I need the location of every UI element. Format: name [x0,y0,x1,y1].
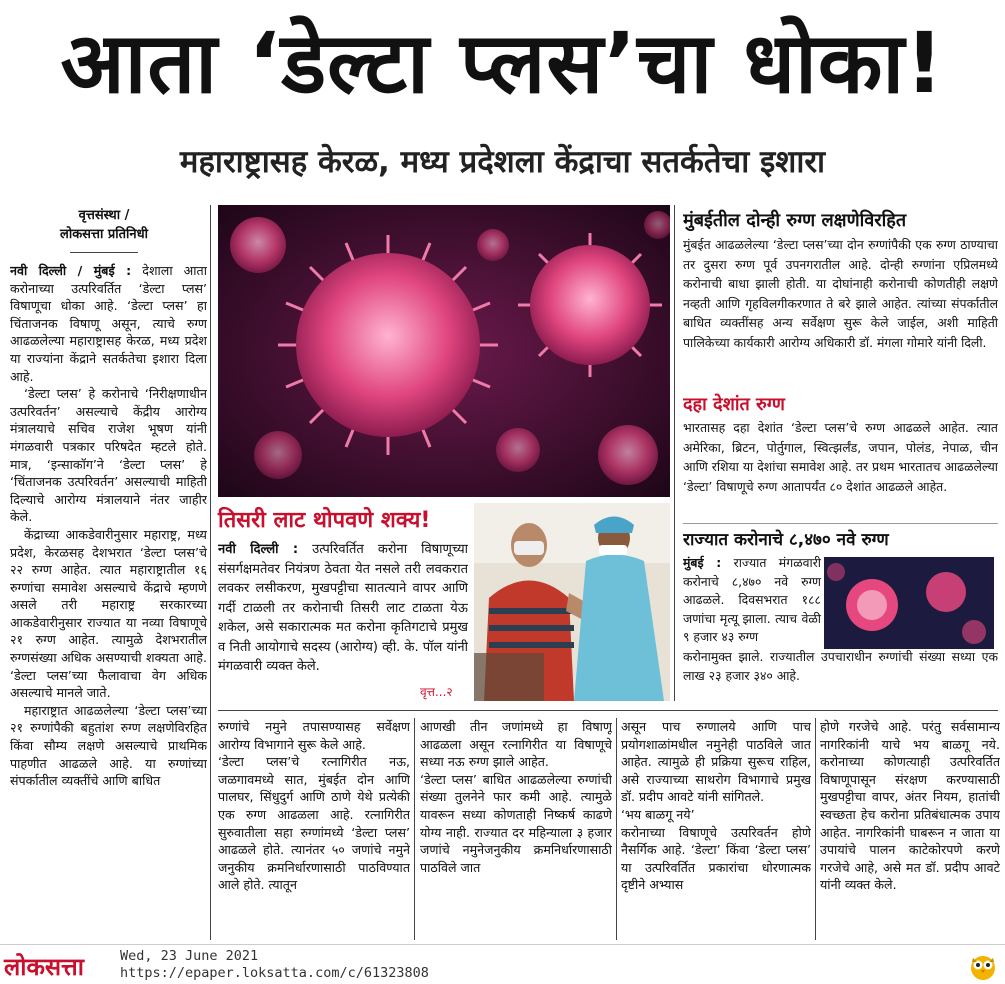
state-box-title: राज्यात करोनाचे ८,४७० नवे रुग्ण [683,530,889,550]
third-wave-title: तिसरी लाट थोपवणे शक्य! [218,508,431,533]
main-story-column [10,262,207,944]
bottom-column-4: होणे गरजेचे आहे. परंतु सर्वसामान्य नागरिकांनी याचे भय बाळगू नये. करोनाच्या कोणत्याही उत्परिवर्तित विषाणूपासून संरक्षण करण्यासाठी मुखपट्टीचा वापर, अंतर नियम, हातांची स्वच्छता हेच करोना प्रतिबंधात्मक उपाय आहेत. नागरिकांनी घाबरून न जाता या उपायांचे पालन काटेकोरपणे करणे गरजेचे आहे, असे मत डॉ. प्रदीप आवटे यांनी व्यक्त केले. [820,719,1000,893]
mumbai-box-text: मुंबईत आढळलेल्या ‘डेल्टा प्लस’च्या दोन रुग्णांपैकी एक रुग्ण ठाण्याचा तर दुसरा रुग्ण पूर्व उपनगरातील आहे. दोन्ही रुग्णांना एप्रिलमध्ये करोनाची बाधा झाली होती. या दोघांनाही करोनाची कोणतीही लक्षणे नव्हती आणि गृहविलगीकरणात ते बरे झाले आहेत. त्यांच्या संपर्कातील बाधित व्यक्तींसह अन्य सर्वेक्षण सुरू केले जाईल, अशी माहिती पालिकेच्या कार्यकारी आरोग्य अधिकारी डॉ. मंगला गोमारे यांनी दिली. [683,237,998,350]
main-story-para-1: नवी दिल्ली / मुंबई : देशाला आता करोनाच्या उत्परिवर्तित ‘डेल्टा प्लस’ विषाणूचा धोका आहे. ‘डेल्टा प्लस’ हा चिंताजनक विषाणू असून, त्याचे रुग्ण आढळलेल्या महाराष्ट्रासह केरळ, मध्य प्रदेश या राज्यांना केंद्राने सतर्कतेचा इशारा दिला आहे. [10,263,207,384]
continued-marker: वृत्त...२ [420,685,453,699]
bottom-column-3: असून पाच रुग्णालये आणि पाच प्रयोगशाळांमधील नमुनेही पाठविले जात आहेत. त्यामुळे ही प्रक्रिया सुरूच राहिल, असे राज्याच्या साथरोग विभागाचे प्रमुख डॉ. प्रदीप आवटे यांनी सांगितले. ‘भय बाळगू नये’ करोनाच्या विषाणूचे उत्परिवर्तन होणे नैसर्गिक आहे. ‘डेल्टा’ किंवा ‘डेल्टा प्लस’ या उत्परिवर्तित प्रकारांचा धोरणात्मक दृष्टीने अभ्यास [621,719,811,893]
main-story-dateline: नवी दिल्ली / मुंबई : [10,263,132,278]
byline-reporter: लोकसत्ता प्रतिनिधी [60,227,148,242]
footer [0,944,1005,984]
headline: आता ‘डेल्टा प्लस’चा धोका! [60,14,945,112]
mumbai-box-title: मुंबईतील दोन्ही रुग्ण लक्षणेविरहित [683,210,907,231]
main-story-para-4: महाराष्ट्रात आढळलेल्या ‘डेल्टा प्लस’च्या २१ रुग्णांपैकी बहुतांश रुग्ण लक्षणेविरहित किंवा सौम्य लक्षणे असल्याचे प्राथमिक पाहणीत आढळले आहे. या रुग्णांच्या संपर्कातील व्यक्तींचे आणि बाधित [10,702,207,789]
column-divider [210,205,211,940]
bottom-divider-1 [414,718,415,940]
state-box-divider [683,523,998,524]
vaccination-photo [474,503,670,701]
countries-box [683,392,998,522]
countries-box-title: दहा देशांत रुग्ण [683,394,785,415]
subheadline: महाराष्ट्रासह केरळ, मध्य प्रदेशला केंद्राचा सतर्कतेचा इशारा [179,144,826,180]
bottom-column-1: रुग्णांचे नमुने तपासण्यासह सर्वेक्षण आरोग्य विभागाने सुरू केले आहे. ‘डेल्टा प्लस’चे रत्नागिरीत नऊ, जळगावमध्ये सात, मुंबईत दोन आणि पालघर, सिंधुदुर्ग आणि ठाणे येथे प्रत्येकी एक रुग्ण आढळला आहे. रत्नागिरीत सुरुवातीला सहा रुग्णांमध्ये ‘डेल्टा प्लस’ आढळले होते. त्यानंतर ५० जणांचे नमुने जनुकीय क्रमनिर्धारणासाठी पाठविण्यात आले होते. त्यातून [218,719,410,893]
bottom-divider-3 [815,718,816,940]
byline-divider [70,252,138,253]
main-story-para-3: केंद्राच्या आकडेवारीनुसार महाराष्ट्र, मध्य प्रदेश, केरळसह देशभरात ‘डेल्टा प्लस’चे २२ रुग्ण आहेत. त्यात महाराष्ट्रातील १६ रुग्णांचा समावेश असल्याचे केंद्राचे म्हणणे असले तरी महाराष्ट्र सरकारच्या आकडेवारीनुसार राज्यात या नव्या विषाणूचे २१ रुग्ण आहेत. त्यामुळे देशभरातील रुग्णसंख्या अधिक असण्याची शक्यता आहे. ‘डेल्टा प्लस’च्या फैलावाचा वेग अधिक असल्याचे मानले जाते. [10,526,207,701]
epaper-url[interactable]: https://epaper.loksatta.com/c/61323808 [120,965,429,981]
state-box-side-text: मुंबई : राज्यात मंगळवारी करोनाचे ८,४७० नवे रुग्ण आढळले. दिवसभरात १८८ जणांचा मृत्यू झाला. त्याच वेळी ९ हजार ४३ रुग्ण [683,555,821,645]
virus-image [218,205,670,497]
countries-box-text: भारतासह दहा देशांत ‘डेल्टा प्लस’चे रुग्ण आढळले आहेत. त्यात अमेरिका, ब्रिटन, पोर्तुगाल, स्वित्झर्लंड, जपान, पोलंड, नेपाळ, चीन आणि रशिया या देशांचा समावेश आहे. तर प्रथम भारतातच आढळलेल्या ‘डेल्टा’ विषाणूचे रुग्ण आतापर्यंत ८० देशांत आढळले आहेत. [683,420,998,494]
third-wave-story: नवी दिल्ली : उत्परिवर्तित करोना विषाणूच्या संसर्गक्षमतेवर नियंत्रण ठेवता येत नसले तरी लवकरात लवकर लसीकरण, मुखपट्टीचा सातत्याने वापर आणि गर्दी टाळली तर करोनाची तिसरी लाट टाळता येऊ शकेल, असे सकारात्मक मत करोना कृतिगटाचे प्रमुख व निती आयोगाचे सदस्य (आरोग्य) व्ही. के. पॉल यांनी मंगळवारी व्यक्त केले. [218,542,468,674]
bottom-column-2: आणखी तीन जणांमध्ये हा विषाणू आढळला असून रत्नागिरीत या विषाणूचे सध्या नऊ रुग्ण झाले आहेत. ‘डेल्टा प्लस’ बाधित आढळलेल्या रुग्णांची संख्या तुलनेने फार कमी आहे. त्यामुळे यावरून सध्या कोणताही निष्कर्ष काढणे योग्य नाही. राज्यात दर महिन्याला ३ हजार जणांचे नमुनेजनुकीय क्रमनिर्धारणासाठी पाठविले जात [420,719,612,875]
state-box-dateline: मुंबई : [683,555,722,570]
owl-icon[interactable] [968,951,998,981]
state-box-full-text: करोनामुक्त झाले. राज्यातील उपचाराधीन रुग्णांची संख्या सध्या एक लाख २३ हजार ३४० आहे. [683,648,998,683]
loksatta-logo[interactable]: लोकसत्ता [4,953,84,981]
right-column-divider [674,205,675,701]
byline [10,206,198,244]
bottom-section-divider [218,710,998,711]
bottom-divider-2 [616,718,617,940]
mumbai-box [683,207,998,392]
byline-agency: वृत्तसंस्था / [78,208,130,223]
main-story-para-2: ‘डेल्टा प्लस’ हे करोनाचे ‘निरीक्षणाधीन उत्परिवर्तन’ असल्याचे केंद्रीय आरोग्य मंत्रालयाचे सचिव राजेश भूषण यांनी मंगळवारी पत्रकार परिषदेत म्हटले होते. मात्र, ‘इन्साकॉग’ने ‘डेल्टा प्लस’ हे ‘चिंताजनक उत्परिवर्तन’ असल्याची माहिती दिल्याचे आरोग्य मंत्रालयाने नंतर जाहीर केले. [10,386,207,525]
coronavirus-blue-image [824,557,994,649]
publish-date: Wed, 23 June 2021 [120,948,259,964]
third-wave-dateline: नवी दिल्ली : [218,542,299,557]
footer-meta [120,948,429,982]
